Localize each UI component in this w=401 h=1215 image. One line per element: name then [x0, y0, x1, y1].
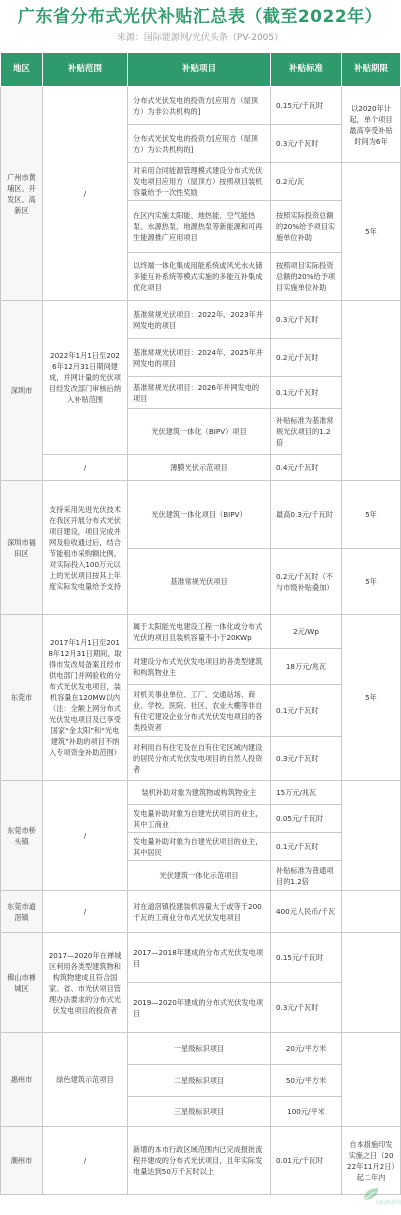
- standard-cell: 0.15元/千瓦时: [271, 87, 342, 125]
- table-row: [1, 87, 401, 125]
- project-cell: 光伏建筑一体化项目（BIPV）: [128, 481, 271, 549]
- project-cell: 对机关事业单位、工厂、交通站场、商业、学校、医院、社区、农业大棚等非自有住宅建设企业分布式光伏发电项目的各类投资者: [128, 685, 271, 737]
- project-cell: 对利用自有住宅及在自有住宅区域内建设的居民分布式光伏发电项目的自然人投资者: [128, 737, 271, 781]
- project-cell: 一星级标识项目: [128, 1033, 271, 1065]
- project-cell: 2017—2018年建成的分布式光伏发电项目: [128, 933, 271, 983]
- project-cell: 2019—2020年建成的分布式光伏发电项目: [128, 983, 271, 1033]
- period-cell: [342, 1033, 401, 1127]
- table-row: [1, 301, 401, 339]
- standard-cell: 0.2元/千瓦时: [271, 339, 342, 377]
- scope-cell: /: [43, 1127, 128, 1195]
- table-row: [1, 1033, 401, 1065]
- column-header-project: 补贴项目: [128, 53, 271, 87]
- column-header-standard: 补贴标准: [271, 53, 342, 87]
- project-cell: 发电量补助对象为自建光伏项目的业主，其中居民: [128, 833, 271, 861]
- period-cell: 5年: [342, 549, 401, 615]
- period-cell: [342, 891, 401, 933]
- project-cell: 薄膜光伏示范项目: [128, 455, 271, 481]
- standard-cell: 15万元/兆瓦: [271, 781, 342, 805]
- standard-cell: 50元/平方米: [271, 1065, 342, 1097]
- standard-cell: 0.2元/瓦: [271, 163, 342, 201]
- project-cell: 光伏建筑一体化（BIPV）项目: [128, 409, 271, 455]
- region-cell: 潮州市: [1, 1127, 43, 1195]
- standard-cell: 补贴标准为基准常规光伏项目的1.2倍: [271, 409, 342, 455]
- region-cell: 东莞市: [1, 615, 43, 781]
- standard-cell: 按照实际投资总额的20%给予项目实施单位补助: [271, 201, 342, 253]
- region-cell: 深圳市福田区: [1, 481, 43, 615]
- scope-cell: /: [43, 87, 128, 301]
- table-row: [1, 933, 401, 983]
- project-cell: 以终端一体化集成用能系统或风光水火储多能互补系统等模式实施的多能互补集成优化项目: [128, 253, 271, 301]
- scope-cell: 支持采用先进光伏技术在我区开展分布式光伏项目建设，项目完成并网及验收通过后，结合节能租市采购额比例，对实际投入100万元以上的光伏项目按其上年度实际发电量给予支持: [43, 481, 128, 615]
- standard-cell: 0.3元/千瓦时: [271, 301, 342, 339]
- standard-cell: 0.05元/千瓦时: [271, 805, 342, 833]
- project-cell: 基准常规光伏项目：2026年并网发电的项目: [128, 377, 271, 409]
- period-cell: 5年: [342, 163, 401, 301]
- project-cell: 基准常规光伏项目：2022年、2023年并网发电的项目: [128, 301, 271, 339]
- subsidy-table: [0, 52, 401, 1195]
- scope-cell: /: [43, 455, 128, 481]
- standard-cell: 2元/Wp: [271, 615, 342, 649]
- period-cell: 5年: [342, 615, 401, 781]
- project-cell: 基准常规光伏项目: [128, 549, 271, 615]
- page-title: 广东省分布式光伏补贴汇总表（截至2022年）: [17, 7, 383, 27]
- table-row: [1, 455, 401, 481]
- standard-cell: 20元/平方米: [271, 1033, 342, 1065]
- svg-text:国际能源网: 国际能源网: [376, 1200, 401, 1206]
- standard-cell: 100元/平米: [271, 1097, 342, 1127]
- table-row: [1, 781, 401, 805]
- table-row: [1, 615, 401, 649]
- standard-cell: 0.1元/千瓦时: [271, 685, 342, 737]
- standard-cell: 0.3元/千瓦时: [271, 983, 342, 1033]
- standard-cell: 0.1元/千瓦时: [271, 377, 342, 409]
- period-cell: [342, 301, 401, 481]
- project-cell: 对在道滘镇投建装机容量大于或等于200千瓦的工商业分布式光伏发电项目: [128, 891, 271, 933]
- project-cell: 新增的本市行政区域范围内已完成报批流程并建成的分布式光伏项目，且年实际发电量达到50万千瓦时以上: [128, 1127, 271, 1195]
- scope-cell: 2022年1月1日至2026年12月31日期间建成，并网计量的光伏项目经发改部门审核后纳入补贴范围: [43, 301, 128, 455]
- standard-cell: 补贴标准为普通项目的1.2倍: [271, 861, 342, 891]
- project-cell: 发电量补助对象为自建光伏项目的业主，其中工商业: [128, 805, 271, 833]
- standard-cell: 18万元/兆瓦: [271, 649, 342, 685]
- project-cell: 属于太阳能光电建设工程一体化或分布式光伏的项目且装机容量不小于20KWp: [128, 615, 271, 649]
- project-cell: 三星级标识项目: [128, 1097, 271, 1127]
- column-header-region: 地区: [1, 53, 43, 87]
- table-header-row: [1, 53, 401, 87]
- period-cell: 自本措施印发实施之日（2022年11月2日）起二年内: [342, 1127, 401, 1195]
- column-header-scope: 补贴范围: [43, 53, 128, 87]
- period-cell: [342, 781, 401, 891]
- period-cell: [342, 933, 401, 1033]
- region-cell: 东莞市桥头镇: [1, 781, 43, 891]
- project-cell: 对建设分布式光伏发电项目的各类型建筑和构筑物业主: [128, 649, 271, 685]
- standard-cell: 400元人民币/千瓦: [271, 891, 342, 933]
- scope-cell: 2017—2020年在禅城区利用各类型建筑物和构筑物建成且符合国家、省、市光伏项目管理办法要求的分布式光伏发电项目的投资者: [43, 933, 128, 1033]
- leaf-logo-icon: [358, 1184, 401, 1206]
- scope-cell: 绿色建筑示范项目: [43, 1033, 128, 1127]
- period-cell: 5年: [342, 481, 401, 549]
- standard-cell: 0.3元/千瓦时: [271, 125, 342, 163]
- region-cell: 东莞市道滘镇: [1, 891, 43, 933]
- region-cell: 惠州市: [1, 1033, 43, 1127]
- project-cell: 装机补助对象为建筑物或构筑物业主: [128, 781, 271, 805]
- table-row: [1, 891, 401, 933]
- standard-cell: 0.1元/千瓦时: [271, 833, 342, 861]
- period-cell: 以2020年计起，单个项目最高享受补贴时间为6年: [342, 87, 401, 163]
- standard-cell: 0.3元/千瓦时: [271, 737, 342, 781]
- project-cell: 基准常规光伏项目：2024年、2025年并网发电的项目: [128, 339, 271, 377]
- column-header-period: 补贴期限: [342, 53, 401, 87]
- scope-cell: 2017年1月1日至2018年12月31日期间，取得市发改局备案且经市供电部门并网验收的分布式光伏发电项目，装机容量在120MW以内（注：全额上网分布式光伏发电项目及已享受国家“金太阳”和“光电建筑”补助的项目不纳入专项资金补助范围）: [43, 615, 128, 781]
- watermark-logo: [357, 1183, 401, 1207]
- project-cell: 二星级标识项目: [128, 1065, 271, 1097]
- project-cell: 在区内实施太阳能、地热能、空气能热泵、水源热泵、地源热泵等新能源和可再生能源推广应用项目: [128, 201, 271, 253]
- project-cell: 对采用合同能源管理模式建设分布式光伏发电项目应用方（屋顶方）按照项目装机容量给予一次性奖励: [128, 163, 271, 201]
- standard-cell: 0.2元/千瓦时（不与市级补贴叠加）: [271, 549, 342, 615]
- project-cell: 光伏建筑一体化示范项目: [128, 861, 271, 891]
- page-source: 来源：国际能源网/光伏头条（PV-2005）: [116, 33, 284, 43]
- standard-cell: 0.4元/千瓦时: [271, 455, 342, 481]
- table-row: [1, 1127, 401, 1195]
- region-cell: 深圳市: [1, 301, 43, 481]
- standard-cell: 最高0.3元/千瓦时: [271, 481, 342, 549]
- scope-cell: /: [43, 781, 128, 891]
- region-cell: 佛山市禅城区: [1, 933, 43, 1033]
- standard-cell: 按照项目实际投资总额的20%给予项目实施单位补助: [271, 253, 342, 301]
- scope-cell: /: [43, 891, 128, 933]
- project-cell: 分布式光伏发电的投资方[应用方（屋顶方）为非公共机构的]: [128, 87, 271, 125]
- project-cell: 分布式光伏发电的投资方[应用方（屋顶方）为公共机构的]: [128, 125, 271, 163]
- standard-cell: 0.15元/千瓦时: [271, 933, 342, 983]
- region-cell: 广州市黄埔区、开发区、高新区: [1, 87, 43, 301]
- table-row: [1, 481, 401, 549]
- standard-cell: 0.01元/千瓦时: [271, 1127, 342, 1195]
